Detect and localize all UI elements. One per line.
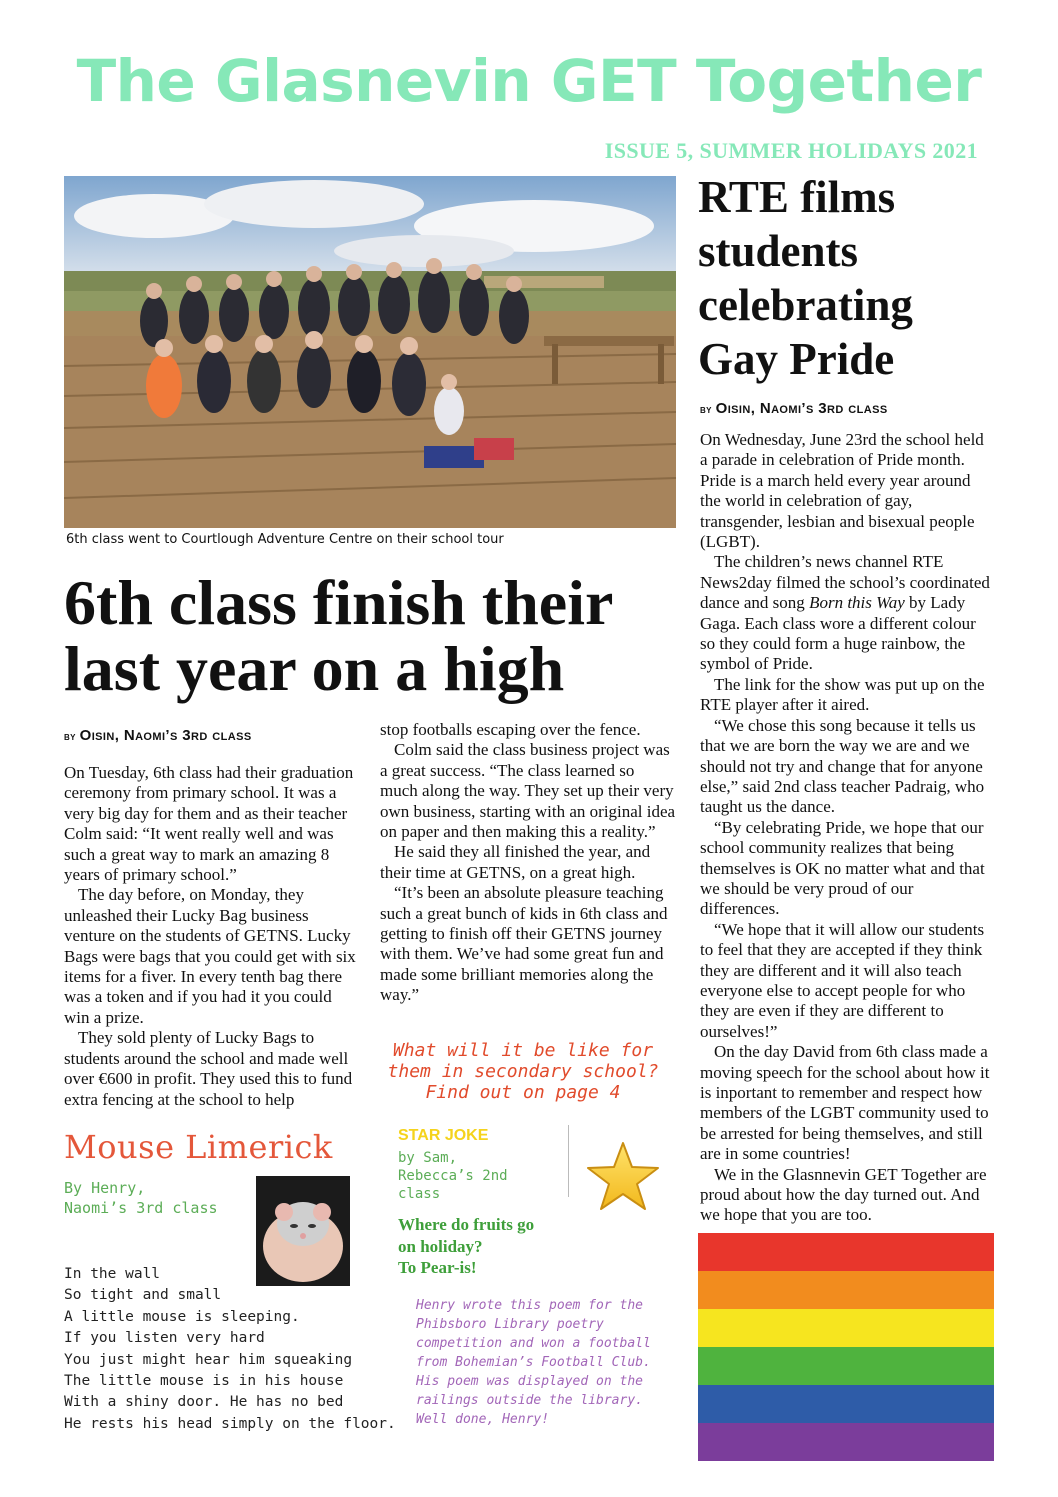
main-paragraph: On Tuesday, 6th class had their graduation ceremony from primary school. It was a very big day for them and as their teacher Colm said: “It went really well and was such a great way to mark an amazing 8 years of primary school.”	[64, 763, 354, 885]
joke-question: Where do fruits go on holiday?	[398, 1215, 535, 1256]
joke-answer: To Pear-is!	[398, 1258, 477, 1277]
rainbow-flag	[698, 1233, 994, 1461]
main-paragraph: They sold plenty of Lucky Bags to students around the school and made well over €600 in profit. They used this to fund extra fencing at the school to help	[64, 1028, 353, 1109]
poetry-competition-note: Henry wrote this poem for the Phibsboro Library poetry competition and won a football from Bohemian’s Football Club. His poem was displayed on the railings outside the library. Well done, Henry!	[416, 1298, 651, 1427]
poem-line: So tight and small	[64, 1287, 222, 1304]
limerick-byline-1: By Henry,	[64, 1179, 146, 1197]
flag-stripe	[698, 1271, 994, 1309]
poem-line: With a shiny door. He has no bed	[64, 1394, 344, 1411]
song-title: Born this Way	[809, 593, 905, 613]
poem-line: You just might hear him squeaking	[64, 1351, 353, 1368]
main-story-column-1	[64, 727, 360, 1110]
main-byline-prefix: by	[64, 729, 76, 743]
side-story-column	[700, 430, 994, 1226]
main-paragraph: Colm said the class business project was a great success. “The class learned so much along the way. They set up their very own business, starting with an original idea on paper and then making this a reality.”	[380, 740, 676, 842]
main-paragraph: The day before, on Monday, they unleashed their Lucky Bag business venture on the students of GETNS. Lucky Bags were bags that you could get with six items for a fiver. In every tenth bag there was a token and if you had it you could win a prize.	[64, 885, 356, 1027]
side-byline	[700, 400, 888, 417]
side-paragraph: We in the Glasnnevin GET Together are proud about how the day turned out. And we hope that you are too.	[700, 1164, 987, 1225]
side-paragraph: The link for the show was put up on the RTE player after it aired.	[700, 674, 985, 715]
limerick-byline	[64, 1178, 218, 1218]
side-paragraph: On Wednesday, June 23rd the school held a parade in celebration of Pride month. Pride is a march held every year around the world in celebration of gay, transgender, lesbian and bisexual people (LGBT).	[700, 430, 984, 552]
flag-stripe	[698, 1423, 994, 1461]
main-byline	[64, 727, 360, 744]
school-tour-photo	[64, 176, 676, 528]
star-joke-byline-1: by Sam,	[398, 1150, 458, 1166]
poem-line: A little mouse is sleeping.	[64, 1308, 300, 1325]
side-headline: RTE films students celebrating Gay Pride	[698, 172, 913, 384]
star-joke-text	[398, 1214, 548, 1279]
star-joke-byline-2: Rebecca’s 2nd	[398, 1168, 508, 1184]
side-paragraph: On the day David from 6th class made a moving speech for the school about how it is inportant to remember and respect how members of the LGBT community used to be arrested for being themselves, and still are in some countries!	[700, 1042, 990, 1164]
limerick-title: Mouse Limerick	[64, 1128, 333, 1166]
side-text: The children’s news channel RTE News2day filmed the school’s coordinated dance and song	[700, 552, 990, 613]
star-icon	[585, 1140, 661, 1212]
main-paragraph: “It’s been an absolute pleasure teaching such a great bunch of kids in 6th class and getting to finish off their GETNS journey with them. We’ve had some great fun and made some brilliant memories along the way.”	[380, 883, 668, 1005]
main-paragraph: He said they all finished the year, and their time at GETNS, on a great high.	[380, 842, 651, 882]
flag-stripe	[698, 1385, 994, 1423]
star-joke-byline-3: class	[398, 1186, 441, 1202]
side-paragraph: “We hope that it will allow our students to feel that they are accepted if they think they are different and it will also teach everyone else to accept people for who they are even if they are different to ourselves!”	[700, 919, 985, 1041]
photo-caption: 6th class went to Courtlough Adventure Centre on their school tour	[66, 532, 504, 547]
poem-line: He rests his head simply on the floor.	[64, 1415, 396, 1432]
flag-stripe	[698, 1347, 994, 1385]
flag-stripe	[698, 1309, 994, 1347]
limerick-poem	[64, 1264, 396, 1435]
main-paragraph: stop footballs escaping over the fence.	[380, 720, 641, 739]
masthead-title: The Glasnevin GET Together	[76, 47, 982, 115]
poem-line: If you listen very hard	[64, 1330, 265, 1347]
side-text: by Lady Gaga. Each class wore a different colour so they could form a huge rainbow, the symbol of Pride.	[700, 593, 976, 674]
joke-divider	[568, 1125, 569, 1197]
issue-line: ISSUE 5, SUMMER HOLIDAYS 2021	[604, 138, 978, 163]
main-story-column-2	[380, 720, 676, 1006]
main-headline: 6th class finish their last year on a high	[64, 567, 613, 704]
main-byline-author: Oisin, Naomi’s 3rd class	[79, 727, 252, 744]
side-paragraph: “By celebrating Pride, we hope that our school community realizes that being themselves is OK no matter what and that we should be very proud of our differences.	[700, 817, 985, 919]
poem-line: The little mouse is in his house	[64, 1373, 344, 1390]
side-paragraph: “We chose this song because it tells us that we are born the way we are and we should not try and change that for anyone else,” said 2nd class teacher Padraig, who taught us the dance.	[700, 715, 985, 817]
poem-line: In the wall	[64, 1266, 161, 1282]
side-byline-prefix: by	[700, 402, 712, 416]
flag-stripe	[698, 1233, 994, 1271]
star-joke-heading: STAR JOKE	[398, 1127, 489, 1144]
side-paragraph-rte	[700, 552, 994, 674]
side-byline-author: Oisin, Naomi’s 3rd class	[715, 400, 888, 417]
secondary-school-promo: What will it be like for them in secondary school? Find out on page 4	[387, 1040, 659, 1103]
limerick-byline-2: Naomi’s 3rd class	[64, 1199, 218, 1217]
star-joke-byline	[398, 1149, 508, 1203]
